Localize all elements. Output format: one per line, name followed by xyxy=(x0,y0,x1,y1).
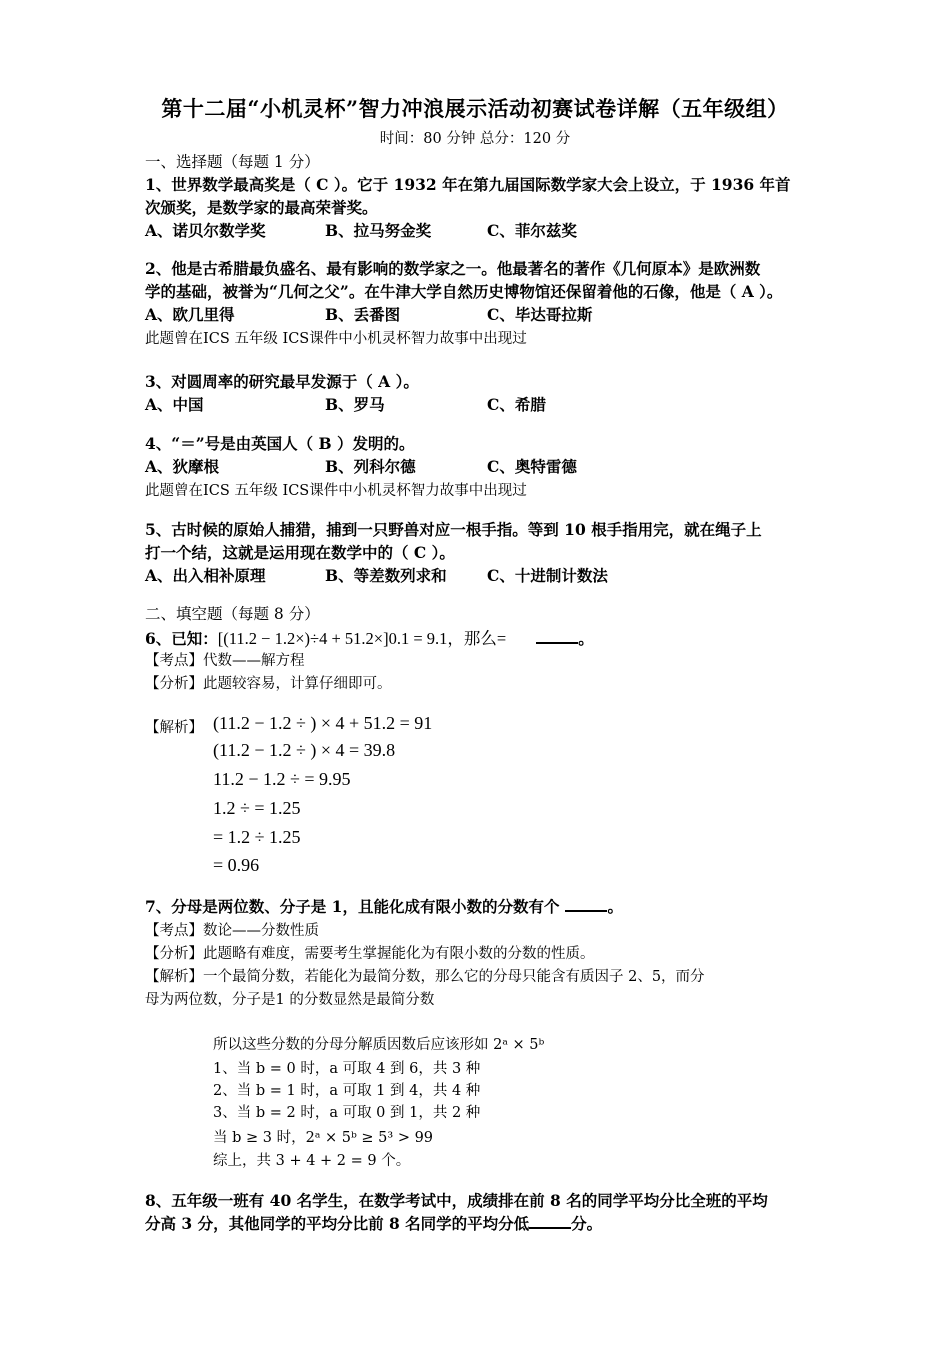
q4-option-c: C、奥特雷德 xyxy=(487,457,577,476)
q8-answer-blank xyxy=(529,1213,571,1229)
q6-step-2: (11.2 − 1.2 ÷ ) × 4 = 39.8 xyxy=(213,740,396,760)
q6-question xyxy=(145,625,594,649)
q4-option-a: A、狄摩根 xyxy=(145,457,220,476)
q2-line2: 学的基础，被誉为“几何之父”。在牛津大学自然历史博物馆还保留着他的石像，他是（ A ）。 xyxy=(145,282,783,301)
q8-line2-wrap xyxy=(145,1212,602,1234)
q6-jiexi-label: 【解析】 xyxy=(145,720,203,736)
q7-end: 。 xyxy=(607,897,623,916)
q2-note: 此题曾在ICS 五年级 ICS课件中小机灵杯智力故事中出现过 xyxy=(145,331,527,347)
q1-line2: 次颁奖，是数学家的最高荣誉奖。 xyxy=(145,198,378,217)
q2-option-b: B、丢番图 xyxy=(325,305,401,324)
q6-step-1: (11.2 − 1.2 ÷ ) × 4 + 51.2 = 91 xyxy=(213,713,433,733)
q3-option-b: B、罗马 xyxy=(325,395,385,414)
q4-note: 此题曾在ICS 五年级 ICS课件中小机灵杯智力故事中出现过 xyxy=(145,483,527,499)
q2-options xyxy=(145,303,592,325)
q6-equation: [(11.2 − 1.2×)÷4 + 51.2×]0.1 = 9.1，那么= xyxy=(217,629,507,648)
q7-fenxi: 【分析】此题略有难度，需要考生掌握能化为有限小数的分数的性质。 xyxy=(145,946,595,962)
q7-solution-line-5: 当 b ≥ 3 时，2ᵃ × 5ᵇ ≥ 5³ > 99 xyxy=(213,1130,434,1146)
q6-step-6: = 0.96 xyxy=(213,855,260,875)
q2-option-c: C、毕达哥拉斯 xyxy=(487,305,593,324)
q7-question xyxy=(145,895,623,917)
q3-line1: 3、对圆周率的研究最早发源于（ A ）。 xyxy=(145,372,419,391)
q3-option-a: A、中国 xyxy=(145,395,204,414)
q6-end: 。 xyxy=(578,629,594,648)
q6-kaodian: 【考点】代数——解方程 xyxy=(145,653,305,669)
page-subtitle: 时间：80 分钟 总分：120 分 xyxy=(379,131,571,147)
q5-option-c: C、十进制计数法 xyxy=(487,566,608,585)
section-heading-fill: 二、填空题（每题 8 分） xyxy=(145,605,320,623)
q4-options xyxy=(145,455,577,477)
q6-step-4: 1.2 ÷ = 1.25 xyxy=(213,798,301,818)
q1-options xyxy=(145,219,577,241)
q1-option-c: C、菲尔兹奖 xyxy=(487,221,577,240)
q3-option-c: C、希腊 xyxy=(487,395,546,414)
page-title: 第十二届“小机灵杯”智力冲浪展示活动初赛试卷详解（五年级组） xyxy=(161,96,789,121)
q7-solution-line-1: 所以这些分数的分母分解质因数后应该形如 2ᵃ × 5ᵇ xyxy=(213,1037,545,1053)
q6-step-5: = 1.2 ÷ 1.25 xyxy=(213,827,301,847)
q1-option-b: B、拉马努金奖 xyxy=(325,221,432,240)
q6-fenxi: 【分析】此题较容易，计算仔细即可。 xyxy=(145,676,392,692)
q5-line2: 打一个结，这就是运用现在数学中的（ C ）。 xyxy=(145,543,455,562)
q3-options xyxy=(145,393,546,415)
q6-prefix: 6、已知： xyxy=(145,629,218,648)
q5-option-b: B、等差数列求和 xyxy=(325,566,447,585)
q8-line2: 分高 3 分，其他同学的平均分比前 8 名同学的平均分低 xyxy=(145,1214,530,1233)
q6-answer-blank xyxy=(536,628,578,644)
q5-line1: 5、古时候的原始人捕猎，捕到一只野兽对应一根手指。等到 10 根手指用完，就在绳子上 xyxy=(145,520,762,539)
q1-line1: 1、世界数学最高奖是（ C ）。它于 1932 年在第九届国际数学家大会上设立，于 1936 年首 xyxy=(145,175,791,194)
section-heading-choice: 一、选择题（每题 1 分） xyxy=(145,153,320,171)
q7-solution-line-3: 2、当 b = 1 时，a 可取 1 到 4，共 4 种 xyxy=(213,1083,481,1099)
q1-option-a: A、诺贝尔数学奖 xyxy=(145,221,266,240)
q7-jiexi-line2: 母为两位数，分子是1 的分数显然是最简分数 xyxy=(145,992,435,1008)
q4-line1: 4、“＝”号是由英国人（ B ）发明的。 xyxy=(145,434,415,453)
q6-step-3: 11.2 − 1.2 ÷ = 9.95 xyxy=(213,769,351,789)
q2-option-a: A、欧几里得 xyxy=(145,305,235,324)
q4-option-b: B、列科尔德 xyxy=(325,457,416,476)
q7-solution-line-2: 1、当 b = 0 时，a 可取 4 到 6，共 3 种 xyxy=(213,1061,481,1077)
q7-text: 7、分母是两位数、分子是 1，且能化成有限小数的分数有个 xyxy=(145,897,560,916)
q7-answer-blank xyxy=(565,896,607,912)
q8-end: 分。 xyxy=(571,1214,603,1233)
q2-line1: 2、他是古希腊最负盛名、最有影响的数学家之一。他最著名的著作《几何原本》是欧洲数 xyxy=(145,259,761,278)
q5-options xyxy=(145,564,608,586)
q7-solution-line-4: 3、当 b = 2 时，a 可取 0 到 1，共 2 种 xyxy=(213,1105,481,1121)
q7-jiexi-line1: 【解析】一个最简分数，若能化为最简分数，那么它的分母只能含有质因子 2、5，而分 xyxy=(145,969,705,985)
q5-option-a: A、出入相补原理 xyxy=(145,566,266,585)
q7-solution-line-6: 综上，共 3 + 4 + 2 = 9 个。 xyxy=(213,1153,411,1169)
q7-kaodian: 【考点】数论——分数性质 xyxy=(145,923,319,939)
q8-line1: 8、五年级一班有 40 名学生，在数学考试中，成绩排在前 8 名的同学平均分比全班的平均 xyxy=(145,1191,768,1210)
